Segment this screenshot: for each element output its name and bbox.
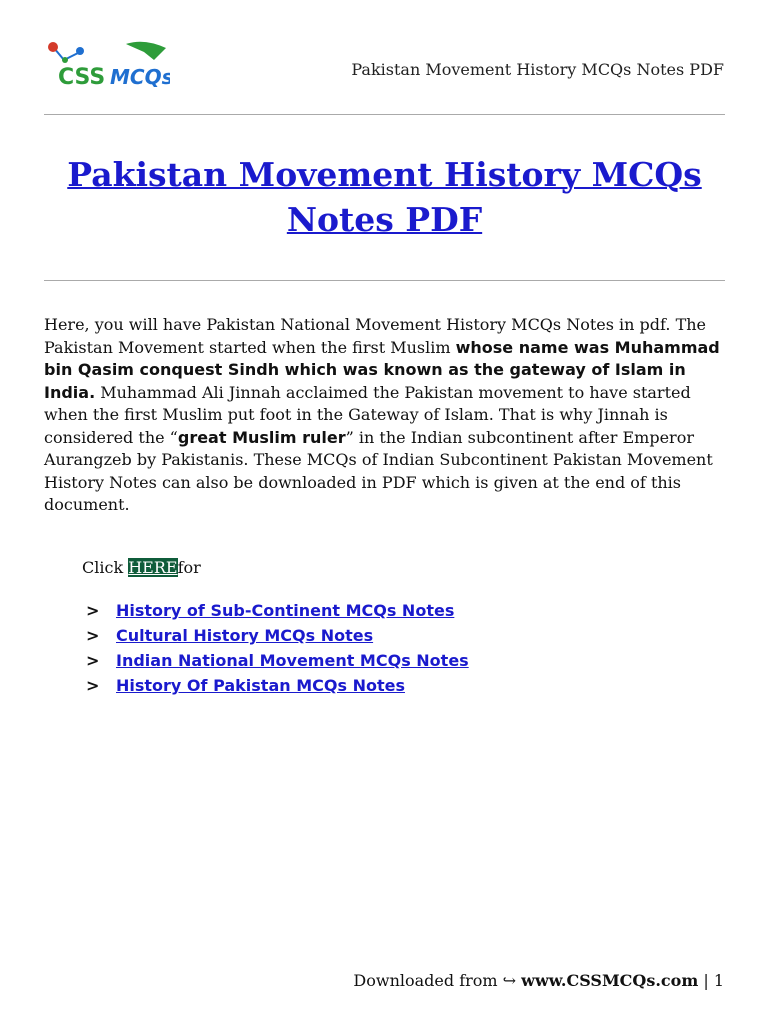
- arrow-icon: >: [86, 676, 100, 695]
- link-sub-continent-history[interactable]: History of Sub-Continent MCQs Notes: [116, 601, 455, 620]
- list-item: [86, 675, 469, 700]
- click-here-line: [82, 557, 201, 579]
- header-divider: [44, 114, 725, 115]
- page-number: 1: [713, 971, 724, 990]
- cssmcqs-logo[interactable]: [44, 38, 170, 96]
- intro-text-1: Here, you will have Pakistan National Movement History MCQs Notes in pdf. The Pakistan Movement started when the first Muslim: [44, 315, 707, 357]
- page-title-line2[interactable]: Notes PDF: [286, 200, 483, 239]
- svg-text:CSS: CSS: [58, 65, 106, 90]
- arrow-icon: >: [86, 601, 100, 620]
- intro-text-3: ” in the Indian subcontinent after Emperor Aurangzeb by Pakistanis. These MCQs of Indian Subcontinent Pakistan Movement History Notes can also be downloaded in PDF which is given at the end of this document.: [44, 427, 713, 514]
- title-divider: [44, 280, 725, 281]
- related-links-list: [86, 600, 469, 700]
- list-item: [86, 650, 469, 675]
- page-title-line1[interactable]: Pakistan Movement History MCQs: [67, 155, 702, 194]
- logo-graphic: [44, 38, 170, 96]
- svg-text:MCQs: MCQs: [110, 65, 170, 89]
- list-item: [86, 625, 469, 650]
- link-cultural-history[interactable]: Cultural History MCQs Notes: [116, 626, 374, 645]
- page-footer: [353, 971, 724, 990]
- footer-site-link[interactable]: www.CSSMCQs.com: [521, 971, 699, 990]
- intro-bold-1: whose name was Muhammad bin Qasim conquest Sindh which was known as the gateway of Islam in India.: [44, 337, 720, 402]
- intro-bold-2: great Muslim ruler: [177, 427, 346, 447]
- list-item: [86, 600, 469, 625]
- arrow-icon: >: [86, 626, 100, 645]
- footer-prefix: Downloaded from ↪: [353, 971, 522, 990]
- here-link[interactable]: HERE: [128, 558, 178, 577]
- intro-text-2: Muhammad Ali Jinnah acclaimed the Pakistan movement to have started when the first Muslim put foot in the Gateway of Islam. That is why Jinnah is considered the “: [44, 382, 691, 447]
- arrow-icon: >: [86, 651, 100, 670]
- page-title[interactable]: [44, 152, 725, 242]
- intro-paragraph: [44, 314, 725, 517]
- link-history-of-pakistan[interactable]: History Of Pakistan MCQs Notes: [116, 676, 405, 695]
- footer-separator: |: [698, 971, 714, 990]
- click-suffix: for: [177, 558, 201, 577]
- header-title: Pakistan Movement History MCQs Notes PDF: [351, 60, 724, 79]
- link-indian-national-movement[interactable]: Indian National Movement MCQs Notes: [116, 651, 469, 670]
- click-prefix: Click: [82, 558, 129, 577]
